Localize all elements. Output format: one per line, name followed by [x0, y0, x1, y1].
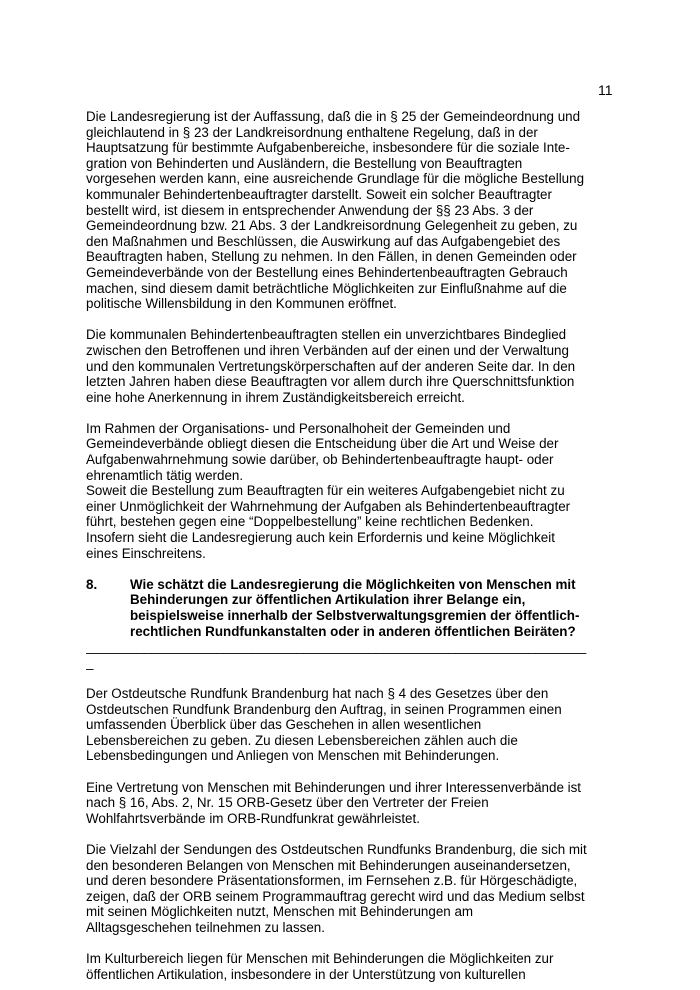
question-number: 8.: [86, 576, 98, 592]
paragraph-bindeglied: Die kommunalen Behindertenbeauftragten stellen ein unverzichtbares Bindeglied zwischen den Betroffenen und ihren Verbänden auf der einen und der Verwaltung und den kommunalen Vertretungskörperschaften auf der anderen Seite dar. In den letzten Jahren haben diese Beauftragten vor allem durch ihre Querschnittsfunktion eine hohe Anerkennung in ihrem Zuständigkeitsbereich erreicht.: [86, 327, 576, 405]
question-text: Wie schätzt die Landesregierung die Möglichkeiten von Menschen mit Behinderungen zur öffentlichen Artikulation ihrer Belange ein, beispielsweise innerhalb der Selbstverwaltungsgremien der öffentlich- rechtlichen Rundfunkanstalten oder in anderen öffentlichen Beiräten?: [130, 576, 580, 639]
page-number: 11: [598, 82, 613, 98]
question-8: [86, 577, 616, 639]
paragraph-kommunale-beauftragte: Die Landesregierung ist der Auffassung, daß die in § 25 der Gemeindeordnung und gleichlautend in § 23 der Landkreisordnung enthaltene Regelung, daß in der Hauptsatzung für bestimmte Aufgabenbereiche, insbesondere für die soziale Inte- gration von Behinderten und Ausländern, die Bestellung von Beauftragten vorgesehen werden kann, eine ausreichende Grundlage für die mögliche Bestellung kommunaler Behindertenbeauftragter darstellt. Soweit ein solcher Beauftragter bestellt wird, ist diesem in entsprechender Anwendung der §§ 23 Abs. 3 der Gemeindeordnung bzw. 21 Abs. 3 der Landkreisordnung Gelegenheit zu geben, zu den Maßnahmen und Beschlüssen, die Auswirkung auf das Aufgabengebiet des Beauftragten haben, Stellung zu nehmen. In den Fällen, in denen Gemeinden oder Gemeindeverbände von der Bestellung eines Behindertenbeauftragten Gebrauch machen, sind diesem damit beträchtliche Möglichkeiten zur Einflußnahme auf die politische Willensbildung in den Kommunen eröffnet.: [86, 109, 585, 312]
paragraph-sendungen: Die Vielzahl der Sendungen des Ostdeutschen Rundfunks Brandenburg, die sich mit den besonderen Belangen von Menschen mit Behinderungen auseinandersetzen, und deren besondere Präsentationsformen, im Fernsehen z.B. für Hörgeschädigte, zeigen, daß der ORB seinem Programmauftrag gerecht wird und das Medium selbst mit seinen Möglichkeiten nutzt, Menschen mit Behinderungen am Alltagsgeschehen teilnehmen zu lassen.: [86, 841, 587, 935]
paragraph-orb-auftrag: Der Ostdeutsche Rundfunk Brandenburg hat nach § 4 des Gesetzes über den Ostdeutschen Rundfunk Brandenburg den Auftrag, in seinen Programmen einen umfassenden Überblick über das Geschehen in allen wesentlichen Lebensbereichen zu geben. Zu diesen Lebensbereichen zählen auch die Lebensbedingungen und Anliegen von Menschen mit Behinderungen.: [86, 685, 562, 764]
question-separator-rule: _____________________________________________________________________ _: [86, 639, 587, 670]
document-body: [86, 109, 616, 982]
paragraph-organisationshoheit: Im Rahmen der Organisations- und Personalhoheit der Gemeinden und Gemeindeverbände obliegt diesen die Entscheidung über die Art und Weise der Aufgabenwahrnehmung sowie darüber, ob Behindertenbeauftragte haupt- oder ehrenamtlich tätig werden.: [86, 420, 559, 483]
paragraph-doppelbestellung: Soweit die Bestellung zum Beauftragten für ein weiteres Aufgabengebiet nicht zu einer Unmöglichkeit der Wahrnehmung der Aufgaben als Behindertenbeauftragter führt, bestehen gegen eine “Doppelbestellung” keine rechtlichen Bedenken. Insofern sieht die Landesregierung auch kein Erfordernis und keine Möglichkeit eines Einschreitens.: [86, 483, 571, 561]
paragraph-rundfunkrat: Eine Vertretung von Menschen mit Behinderungen und ihrer Interessenverbände ist nach § 16, Abs. 2, Nr. 15 ORB-Gesetz über den Vertreter der Freien Wohlfahrtsverbände im ORB-Rundfunkrat gewährleistet.: [86, 779, 582, 826]
paragraph-kulturbereich: Im Kulturbereich liegen für Menschen mit Behinderungen die Möglichkeiten zur öffentlichen Artikulation, insbesondere in der Unterstützung von kulturellen: [86, 951, 554, 982]
